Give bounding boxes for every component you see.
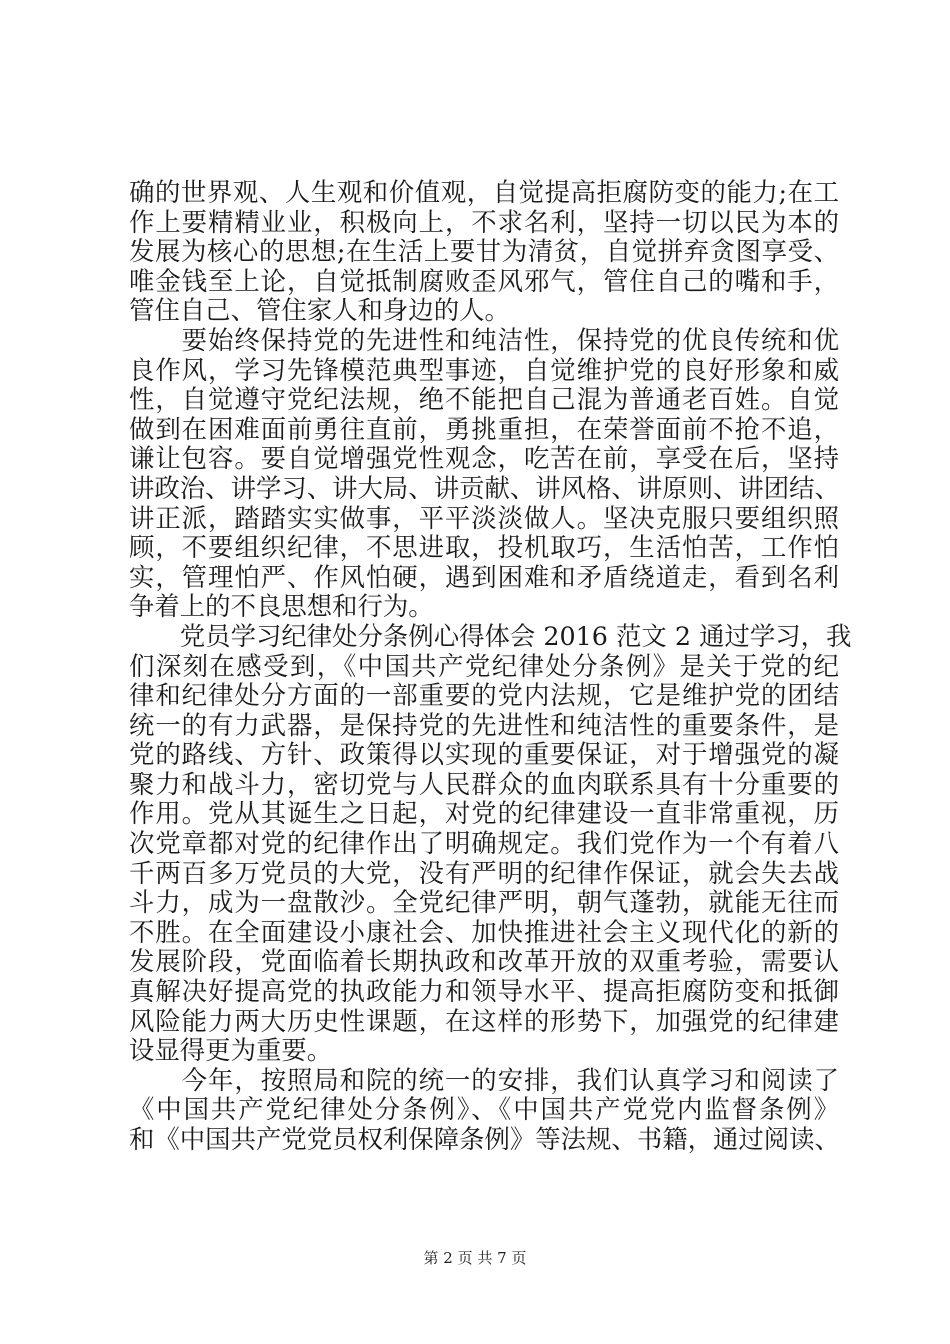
text-line: 讲正派，踏踏实实做事，平平淡淡做人。坚决克服只要组织照 bbox=[129, 502, 839, 533]
text-line: 唯金钱至上论，自觉抵制腐败歪风邪气，管住自己的嘴和手， bbox=[129, 265, 839, 296]
text-line: 发展为核心的思想;在生活上要甘为清贫，自觉拼弃贪图享受、 bbox=[129, 236, 839, 267]
text-line: 发展阶段，党面临着长期执政和改革开放的双重考验，需要认 bbox=[129, 946, 839, 977]
text-line: 和《中国共产党党员权利保障条例》等法规、书籍，通过阅读、 bbox=[129, 1124, 840, 1154]
text-line: 风险能力两大历史性课题，在这样的形势下，加强党的纪律建 bbox=[129, 1005, 839, 1036]
text-line: 争着上的不良思想和行为。 bbox=[129, 591, 434, 622]
text-line: 律和纪律处分方面的一部重要的党内法规，它是维护党的团结 bbox=[129, 680, 839, 711]
text-line: 次党章都对党的纪律作出了明确规定。我们党作为一个有着八 bbox=[129, 828, 839, 859]
text-line: 谦让包容。要自觉增强党性观念，吃苦在前，享受在后，坚持 bbox=[129, 443, 839, 474]
text-line: 良作风，学习先锋模范典型事迹，自觉维护党的良好形象和威 bbox=[129, 354, 839, 385]
text-line: 作用。党从其诞生之日起，对党的纪律建设一直非常重视，历 bbox=[129, 798, 839, 829]
text-line: 作上要精精业业，积极向上，不求名利，坚持一切以民为本的 bbox=[129, 206, 839, 237]
text-line: 设显得更为重要。 bbox=[129, 1035, 333, 1066]
text-line: 聚力和战斗力，密切党与人民群众的血肉联系具有十分重要的 bbox=[129, 768, 839, 799]
page-number-footer: 第 2 页 共 7 页 bbox=[423, 1249, 527, 1267]
text-line: 实，管理怕严、作风怕硬，遇到困难和矛盾绕道走，看到名利 bbox=[129, 561, 839, 592]
text-line: 确的世界观、人生观和价值观，自觉提高拒腐防变的能力;在工 bbox=[129, 177, 839, 207]
text-line: 们深刻在感受到，《中国共产党纪律处分条例》是关于党的纪 bbox=[129, 650, 839, 681]
text-line: 党员学习纪律处分条例心得体会 2016 范文 2 通过学习，我 bbox=[129, 620, 852, 651]
text-line: 《中国共产党纪律处分条例》、《中国共产党党内监督条例》 bbox=[129, 1094, 839, 1125]
text-line: 做到在困难面前勇往直前，勇挑重担，在荣誉面前不抢不追， bbox=[129, 413, 839, 444]
text-line: 顾，不要组织纪律，不思进取，投机取巧，生活怕苦，工作怕 bbox=[129, 532, 839, 563]
text-line: 今年，按照局和院的统一的安排，我们认真学习和阅读了 bbox=[129, 1064, 839, 1095]
text-line: 要始终保持党的先进性和纯洁性，保持党的优良传统和优 bbox=[129, 324, 839, 355]
text-line: 真解决好提高党的执政能力和领导水平、提高拒腐防变和抵御 bbox=[129, 976, 839, 1007]
text-line: 讲政治、讲学习、讲大局、讲贡献、讲风格、讲原则、讲团结、 bbox=[129, 472, 840, 503]
text-line: 管住自己、管住家人和身边的人。 bbox=[129, 295, 510, 326]
text-line: 斗力，成为一盘散沙。全党纪律严明，朝气蓬勃，就能无往而 bbox=[129, 887, 839, 918]
text-line: 千两百多万党员的大党，没有严明的纪律作保证，就会失去战 bbox=[129, 857, 839, 888]
document-body bbox=[129, 177, 852, 1155]
text-line: 不胜。在全面建设小康社会、加快推进社会主义现代化的新的 bbox=[129, 916, 839, 947]
text-line: 性，自觉遵守党纪法规，绝不能把自己混为普通老百姓。自觉 bbox=[129, 384, 839, 415]
text-line: 统一的有力武器，是保持党的先进性和纯洁性的重要条件，是 bbox=[129, 709, 839, 740]
text-line: 党的路线、方针、政策得以实现的重要保证，对于增强党的凝 bbox=[129, 739, 839, 770]
